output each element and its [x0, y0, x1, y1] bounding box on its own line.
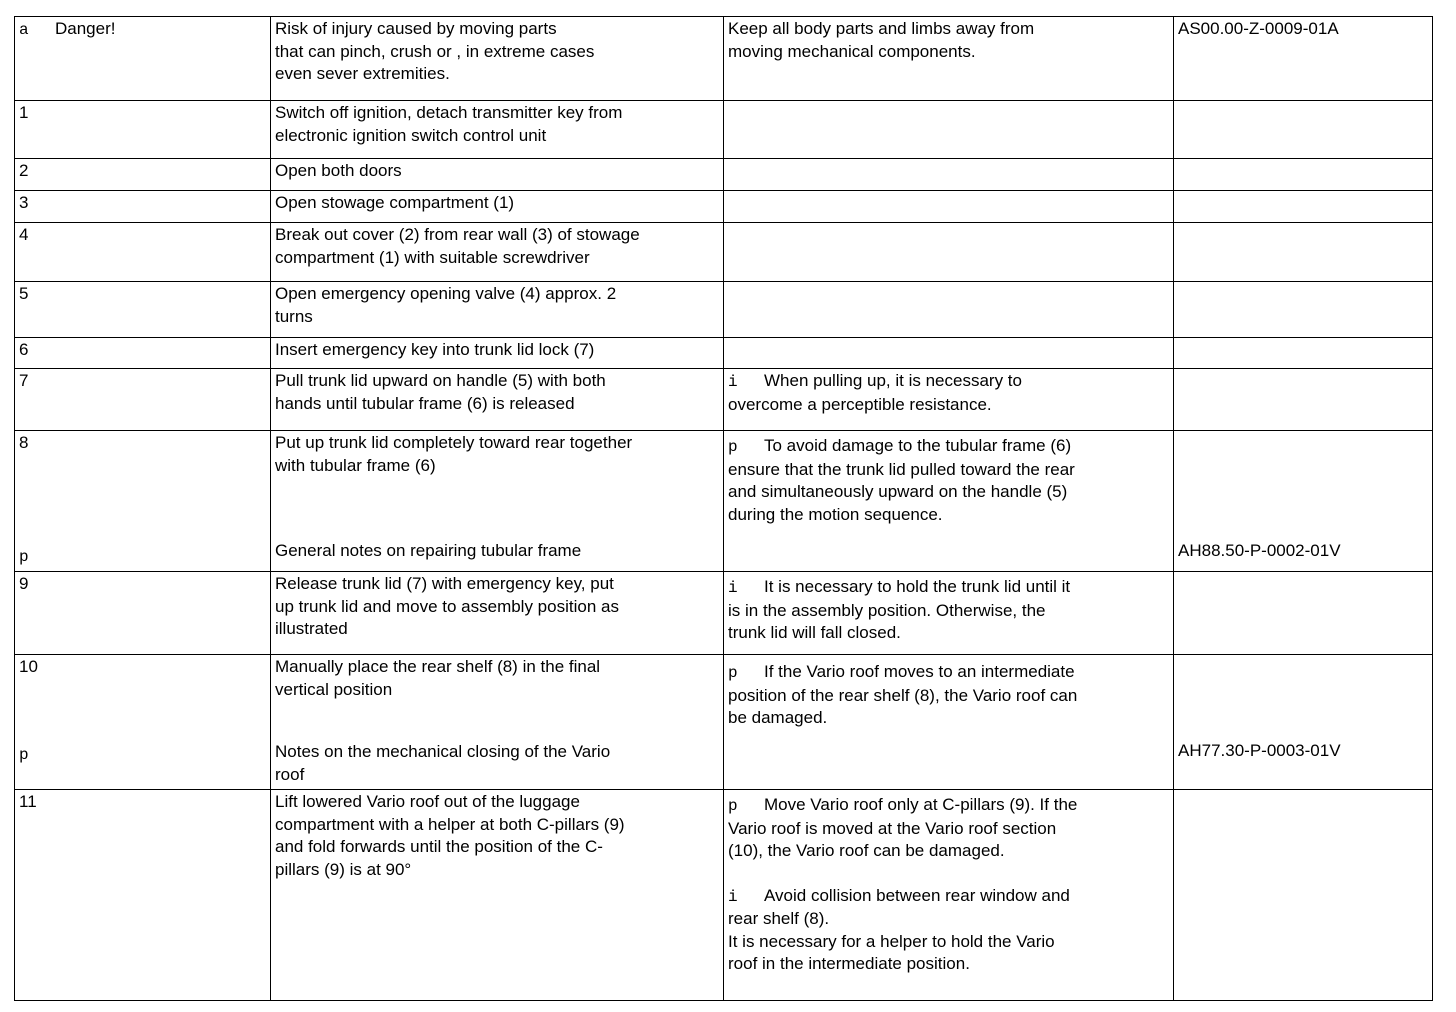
procedure-icon: p	[19, 547, 29, 566]
caution-icon: p	[728, 438, 738, 456]
step-text-line: Break out cover (2) from rear wall (3) of stowage	[275, 225, 640, 244]
step-row	[15, 369, 1433, 431]
reference-link[interactable]: AH88.50-P-0002-01V	[1178, 540, 1341, 560]
step-text-line: electronic ignition switch control unit	[275, 125, 547, 145]
step-text-line: Lift lowered Vario roof out of the luggage	[275, 792, 580, 811]
step-number: 5	[19, 284, 29, 303]
info-icon: i	[728, 373, 738, 391]
step-text-line: and fold forwards until the position of the C-	[275, 837, 603, 856]
danger-instruction	[724, 17, 1173, 65]
caution-icon: p	[728, 797, 738, 815]
step-note	[724, 431, 1173, 528]
note-line: Avoid collision between rear window and	[764, 885, 1070, 905]
step-row	[15, 159, 1433, 191]
step-number: 2	[19, 161, 29, 180]
procedure-table	[14, 16, 1433, 1001]
step-row	[15, 655, 1433, 790]
sub-procedure-line: roof	[275, 764, 305, 784]
danger-text-line: that can pinch, crush or , in extreme cases	[275, 41, 595, 61]
danger-text-line: Risk of injury caused by moving parts	[275, 19, 557, 38]
step-row	[15, 282, 1433, 338]
step-text-line: Release trunk lid (7) with emergency key, put	[275, 574, 614, 593]
danger-icon: a	[19, 21, 29, 39]
step-number: 10	[19, 657, 38, 676]
step-row	[15, 223, 1433, 282]
info-icon: i	[728, 579, 738, 597]
danger-instruction-line: Keep all body parts and limbs away from	[728, 19, 1035, 38]
step-text-line: Open stowage compartment (1)	[275, 193, 515, 212]
step-text-line: hands until tubular frame (6) is released	[275, 393, 575, 413]
note-line: be damaged.	[728, 708, 828, 727]
note-line: during the motion sequence.	[728, 504, 943, 524]
step-row	[15, 572, 1433, 655]
danger-reference-link[interactable]: AS00.00-Z-0009-01A	[1178, 19, 1339, 38]
note-line: position of the rear shelf (8), the Vario roof can	[728, 685, 1078, 705]
step-note	[724, 790, 1173, 978]
step-text-line: Put up trunk lid completely toward rear together	[275, 433, 633, 452]
note-line: overcome a perceptible resistance.	[728, 394, 992, 414]
step-text-line: Pull trunk lid upward on handle (5) with both	[275, 371, 606, 390]
step-text-line: compartment (1) with suitable screwdriver	[275, 247, 590, 267]
step-text-line: pillars (9) is at 90°	[275, 859, 412, 879]
step-text-line: Switch off ignition, detach transmitter key from	[275, 103, 623, 122]
info-icon: i	[728, 887, 738, 906]
sub-procedure-link[interactable]	[275, 741, 610, 786]
step-number: 7	[19, 371, 29, 390]
step-text-line: Open both doors	[275, 161, 402, 180]
step-note	[724, 655, 1173, 732]
step-row	[15, 431, 1433, 572]
reference-link[interactable]: AH77.30-P-0003-01V	[1178, 740, 1341, 760]
step-text-line: vertical position	[275, 679, 393, 699]
step-text-line: Manually place the rear shelf (8) in the final	[275, 657, 601, 676]
step-number: 3	[19, 193, 29, 212]
step-text-line: illustrated	[275, 619, 348, 638]
step-row	[15, 101, 1433, 159]
step-number: 1	[19, 103, 29, 122]
danger-label: Danger!	[55, 19, 116, 38]
sub-procedure-line: Notes on the mechanical closing of the Vario	[275, 742, 611, 761]
note-line: It is necessary to hold the trunk lid until it	[764, 577, 1071, 596]
note-line: To avoid damage to the tubular frame (6)	[764, 436, 1072, 455]
step-note	[724, 572, 1173, 647]
step-number: 11	[19, 792, 37, 811]
step-number: 9	[19, 574, 29, 593]
danger-text-line: even sever extremities.	[275, 64, 450, 83]
procedure-icon: p	[19, 745, 29, 764]
step-row	[15, 790, 1433, 1001]
note-line: ensure that the trunk lid pulled toward the rear	[728, 459, 1075, 479]
step-text-line: Open emergency opening valve (4) approx. 2	[275, 284, 617, 303]
note-line: is in the assembly position. Otherwise, the	[728, 600, 1046, 620]
step-text	[271, 101, 723, 149]
danger-text	[271, 17, 723, 88]
danger-instruction-line: moving mechanical components.	[728, 41, 976, 61]
note-line: trunk lid will fall closed.	[728, 623, 901, 642]
step-number: 8	[19, 433, 29, 452]
note-line: Vario roof is moved at the Vario roof section	[728, 818, 1057, 838]
note-line: and simultaneously upward on the handle (5)	[728, 482, 1068, 501]
step-text-line: Insert emergency key into trunk lid lock (7)	[275, 340, 595, 359]
step-note	[724, 369, 1173, 418]
note-line: rear shelf (8).	[728, 909, 830, 928]
step-row	[15, 191, 1433, 223]
step-text-line: up trunk lid and move to assembly position as	[275, 596, 619, 616]
danger-row	[15, 17, 1433, 101]
step-text-line: turns	[275, 306, 313, 326]
note-line: It is necessary for a helper to hold the Vario	[728, 931, 1055, 951]
step-number: 6	[19, 340, 29, 359]
note-line: (10), the Vario roof can be damaged.	[728, 841, 1005, 860]
step-number: 4	[19, 225, 29, 244]
note-line: roof in the intermediate position.	[728, 954, 970, 973]
note-line: Move Vario roof only at C-pillars (9). If the	[764, 795, 1078, 814]
caution-icon: p	[728, 664, 738, 682]
step-text-line: with tubular frame (6)	[275, 455, 436, 475]
note-line: When pulling up, it is necessary to	[764, 371, 1022, 390]
step-row	[15, 338, 1433, 369]
step-text-line: compartment with a helper at both C-pillars (9)	[275, 814, 625, 834]
sub-procedure-link[interactable]: General notes on repairing tubular frame	[275, 540, 582, 560]
note-line: If the Vario roof moves to an intermediate	[764, 662, 1075, 681]
